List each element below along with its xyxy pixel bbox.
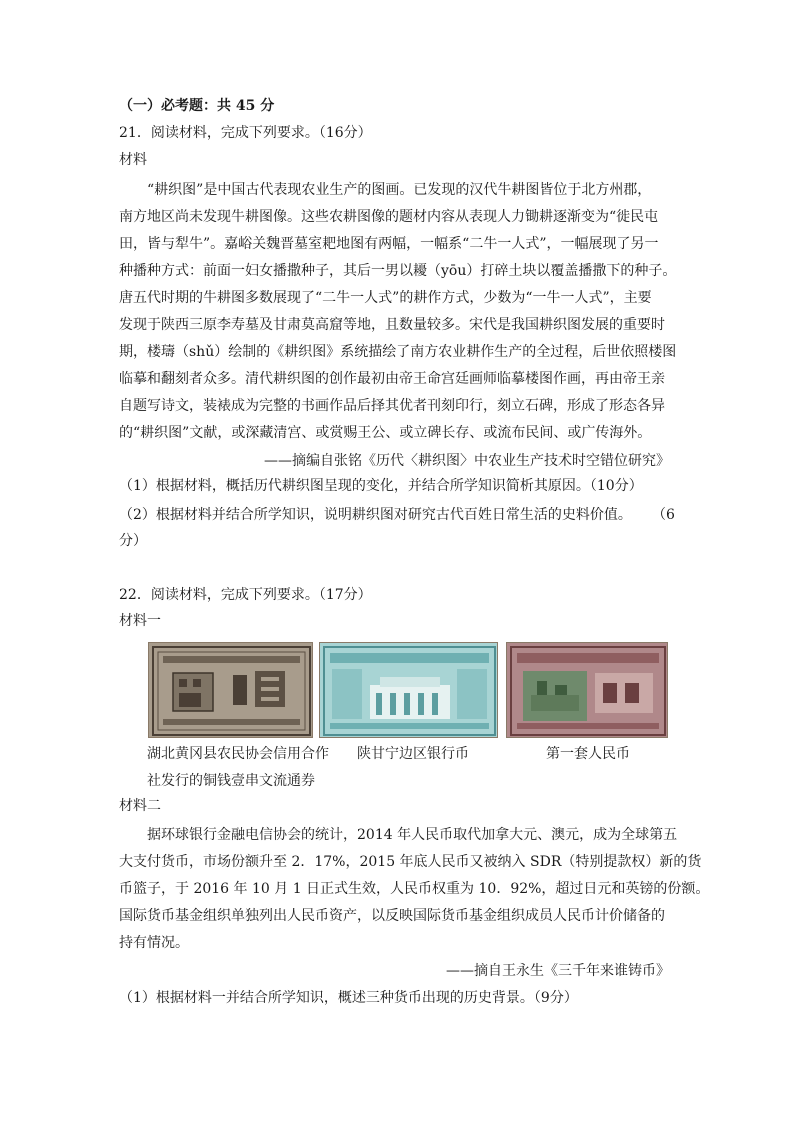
- banknote-shaanganning-image: [319, 642, 498, 738]
- q21-material-label: 材料: [119, 152, 147, 168]
- banknote-first-rmb-image: [506, 642, 668, 738]
- q21-source: ——摘编自张铭《历代〈耕织图〉中农业生产技术时空错位研究》: [264, 453, 670, 469]
- q21-question-2: （2）根据材料并结合所学知识，说明耕织图对研究古代百姓日常生活的史料价值。: [119, 507, 632, 523]
- q21-question-2-score-cont: 分）: [119, 533, 147, 549]
- q21-paragraph-line: 南方地区尚未发现牛耕图像。这些农耕图像的题材内容从表现人力锄耕逐渐变为“徙民屯: [119, 209, 659, 225]
- section-heading: （一）必考题：共 45 分: [119, 98, 275, 114]
- q22-title: 22．阅读材料，完成下列要求。（17分）: [119, 587, 372, 603]
- q22-paragraph-line: 持有情况。: [119, 935, 189, 951]
- q21-title: 21．阅读材料，完成下列要求。（16分）: [119, 125, 372, 141]
- q22-paragraph-line: 据环球银行金融电信协会的统计，2014 年人民币取代加拿大元、澳元，成为全球第五: [147, 827, 678, 843]
- q22-source: ——摘自王永生《三千年来谁铸币》: [446, 963, 670, 979]
- q21-paragraph-line: “耕织图”是中国古代表现农业生产的图画。已发现的汉代牛耕图皆位于北方州郡，: [147, 182, 652, 198]
- q21-question-1: （1）根据材料，概括历代耕织图呈现的变化，并结合所学知识简析其原因。（10分）: [119, 478, 643, 494]
- q22-material2-label: 材料二: [119, 798, 161, 814]
- q21-paragraph-line: 临摹和翻刻者众多。清代耕织图的创作最初由帝王命宫廷画师临摹楼图作画，再由帝王亲: [119, 371, 665, 387]
- q21-paragraph-line: 发现于陕西三原李寿墓及甘肃莫高窟等地，且数量较多。宋代是我国耕织图发展的重要时: [119, 317, 665, 333]
- q22-paragraph-line: 币篮子，于 2016 年 10 月 1 日正式生效，人民币权重为 10．92%，超过日元和英镑的份额。: [119, 881, 710, 897]
- banknote-1-caption: 湖北黄冈县农民协会信用合作: [147, 746, 329, 762]
- q21-paragraph-line: 的“耕织图”文献，或深藏清宫、或赏赐王公、或立碑长存、或流布民间、或广传海外。: [119, 425, 652, 441]
- q21-paragraph-line: 自题写诗文，装裱成为完整的书画作品后择其优者刊刻印行，刻立石碑，形成了形态各异: [119, 398, 665, 414]
- q21-paragraph-line: 期，楼璹（shǔ）绘制的《耕织图》系统描绘了南方农业耕作生产的全过程，后世依照楼图: [119, 344, 677, 360]
- q22-paragraph-line: 国际货币基金组织单独列出人民币资产，以反映国际货币基金组织成员人民币计价储备的: [119, 908, 665, 924]
- banknote-1-caption-cont: 社发行的铜钱壹串文流通券: [147, 773, 315, 789]
- q21-paragraph-line: 田，皆与犁牛”。嘉峪关魏晋墓室耙地图有两幅，一幅系“二牛一人式”，一幅展现了另一: [119, 236, 659, 252]
- banknote-2-caption: 陕甘宁边区银行币: [357, 746, 469, 762]
- banknote-huanggang-image: [148, 642, 313, 738]
- q21-question-2-score: （6: [652, 507, 675, 523]
- q21-paragraph-line: 唐五代时期的牛耕图多数展现了“二牛一人式”的耕作方式，少数为“一牛一人式”，主要: [119, 290, 652, 306]
- banknote-3-caption: 第一套人民币: [546, 746, 630, 762]
- q22-material1-label: 材料一: [119, 613, 161, 629]
- q22-paragraph-line: 大支付货币，市场份额升至 2．17%，2015 年底人民币又被纳入 SDR（特别提款权）新的货: [119, 854, 702, 870]
- q22-question-1: （1）根据材料一并结合所学知识，概述三种货币出现的历史背景。（9分）: [119, 990, 578, 1006]
- q21-paragraph-line: 种播种方式：前面一妇女播撒种子，其后一男以耰（yōu）打碎土块以覆盖播撒下的种子。: [119, 263, 677, 279]
